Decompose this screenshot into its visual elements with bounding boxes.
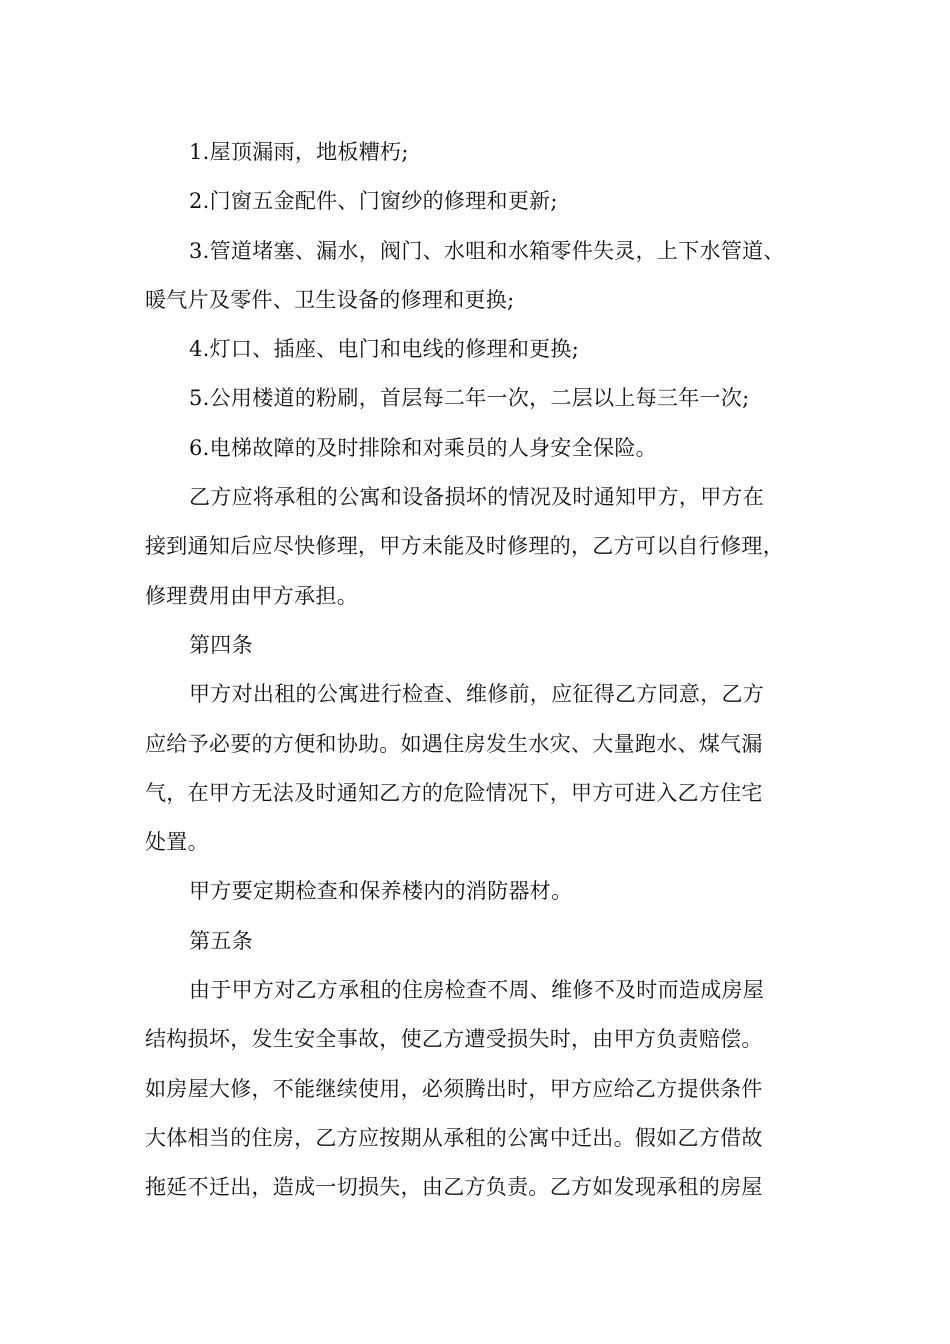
- text-line: 乙方应将承租的公寓和设备损坏的情况及时通知甲方，甲方在: [189, 485, 765, 510]
- section-heading-article-5: 第五条: [189, 928, 253, 953]
- section-heading-article-4: 第四条: [189, 632, 253, 657]
- text-line: 5.公用楼道的粉刷，首层每二年一次，二层以上每三年一次;: [189, 386, 750, 411]
- document-body: [145, 128, 835, 1213]
- text-line: 1.屋顶漏雨，地板糟朽;: [189, 140, 409, 164]
- text-line: 由于甲方对乙方承租的住房检查不周、维修不及时而造成房屋: [189, 978, 765, 1003]
- text-line: 2.门窗五金配件、门窗纱的修理和更新;: [189, 189, 558, 214]
- text-line: 拖延不迁出，造成一切损失，由乙方负责。乙方如发现承租的房屋: [145, 1175, 763, 1200]
- text-line: 3.管道堵塞、漏水，阀门、水咀和水箱零件失灵，上下水管道、: [189, 238, 785, 263]
- text-line: 甲方对出租的公寓进行检查、维修前，应征得乙方同意，乙方: [189, 682, 765, 707]
- text-line: 气，在甲方无法及时通知乙方的危险情况下，甲方可进入乙方住宅: [145, 780, 763, 805]
- text-line: 6.电梯故障的及时排除和对乘员的人身安全保险。: [189, 435, 657, 460]
- text-line: 如房屋大修，不能继续使用，必须腾出时，甲方应给乙方提供条件: [145, 1076, 763, 1101]
- text-line: 暖气片及零件、卫生设备的修理和更换;: [145, 287, 515, 312]
- text-line: 处置。: [145, 830, 209, 855]
- text-line: 接到通知后应尽快修理，甲方未能及时修理的，乙方可以自行修理，: [145, 534, 784, 559]
- text-line: 4.灯口、插座、电门和电线的修理和更换;: [189, 337, 580, 362]
- text-line: 结构损坏，发生安全事故，使乙方遭受损失时，由甲方负责赔偿。: [145, 1027, 763, 1052]
- text-line: 大体相当的住房，乙方应按期从承租的公寓中迁出。假如乙方借故: [145, 1125, 763, 1150]
- text-line: 应给予必要的方便和协助。如遇住房发生水灾、大量跑水、煤气漏: [145, 731, 763, 756]
- text-line: 修理费用由甲方承担。: [145, 583, 358, 608]
- text-line: 甲方要定期检查和保养楼内的消防器材。: [189, 879, 573, 904]
